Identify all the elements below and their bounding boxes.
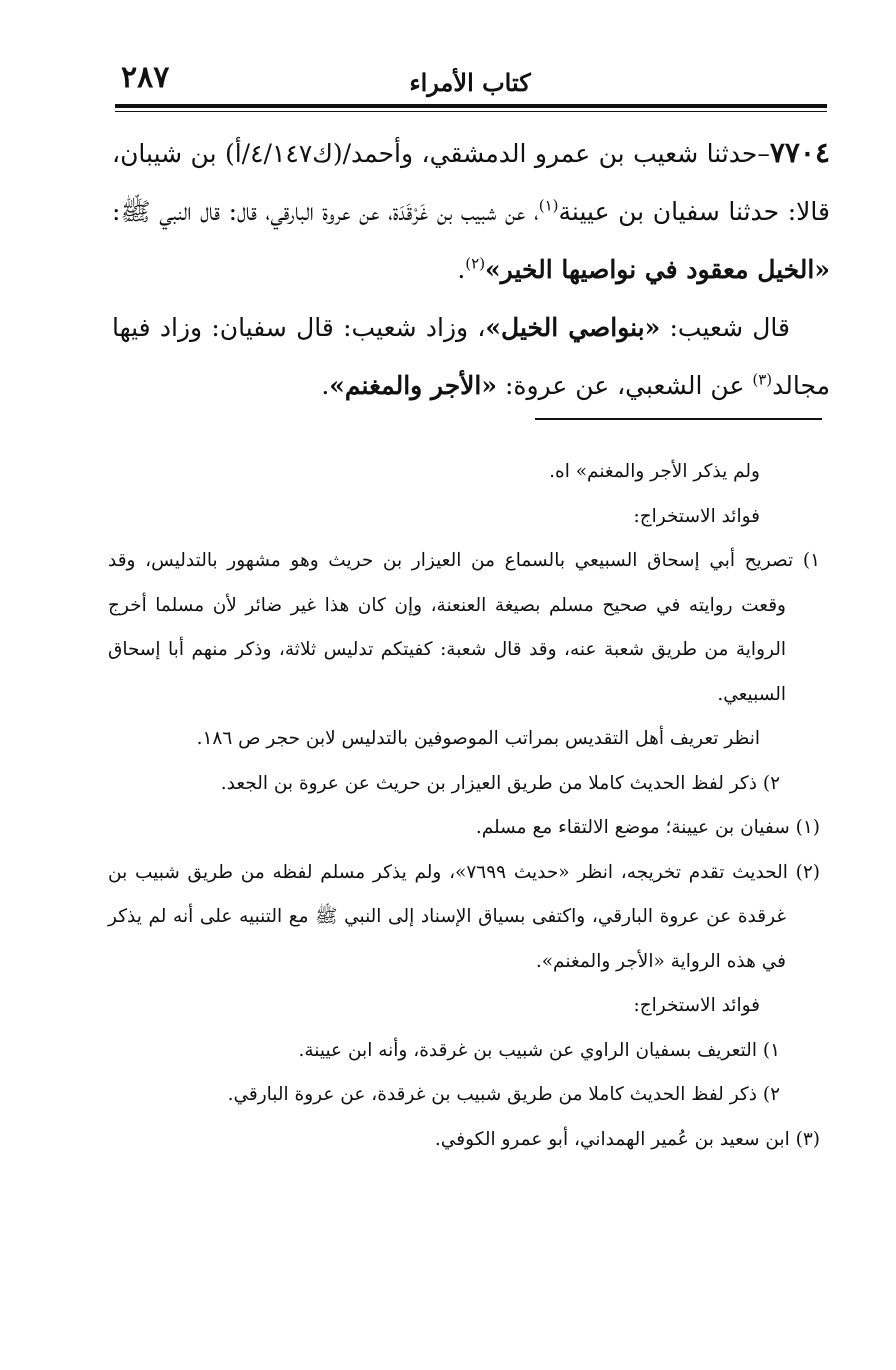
benefit-reference: انظر تعريف أهل التقديس بمراتب الموصوفين بالتدليس لابن حجر ص ١٨٦.	[196, 728, 760, 749]
page-header	[115, 60, 825, 106]
footnotes	[108, 450, 820, 1162]
benefit-item-1: ١) تصريح أبي إسحاق السبيعي بالسماع من العيزار بن حريث وهو مشهور بالتدليس، وقد وقعت روايته في صحيح مسلم بصيغة العنعنة، وإن كان هذا غير ضائر لأن مسلما أخرج الرواية من طريق شعبة عنه، وقد قال شعبة: كفيتكم تدليس ثلاثة، وذكر منهم أبا إسحاق السبيعي.	[108, 550, 820, 705]
hadith-quote: «الخيل معقود في نواصيها الخير»	[485, 255, 830, 284]
addition-quote-1: «بنواصي الخيل»	[485, 313, 661, 342]
header-rule-thin	[115, 111, 827, 112]
footnote-1: (١) سفيان بن عيينة؛ موضع الالتقاء مع مسلم.	[475, 817, 820, 838]
hadith-number: ٧٧٠٤	[769, 136, 830, 169]
addition-start: قال شعيب:	[660, 313, 791, 342]
benefit-item-c2: ٢) ذكر لفظ الحديث كاملا من طريق شبيب بن غرقدة، عن عروة البارقي.	[227, 1084, 780, 1105]
benefits-heading: فوائد الاستخراج:	[633, 505, 760, 527]
addition-quote-2: «الأجر والمغنم»	[329, 371, 498, 400]
benefit-item-2: ٢) ذكر لفظ الحديث كاملا من طريق العيزار بن حريث عن عروة بن الجعد.	[220, 772, 780, 794]
hadith-paragraph	[112, 124, 830, 299]
benefits-heading-2: فوائد الاستخراج:	[633, 995, 760, 1016]
header-rule	[115, 104, 827, 108]
footnote-ref-1: (١)	[538, 196, 559, 215]
main-text	[112, 124, 830, 415]
hadith-isnad: –حدثنا شعيب بن عمرو الدمشقي، وأحمد/(ك٤/١٤٧/أ) بن شيبان، قالا: حدثنا سفيان بن عيينة	[112, 139, 830, 226]
hadith-end: .	[457, 255, 466, 284]
book-title: كتاب الأمراء	[409, 68, 531, 97]
hadith-isnad-cont: ، عن شبيب بن غَرْقَدَة، عن عروة البارقي، قال: قال النبي ﷺ:	[112, 197, 539, 226]
footnote-ref-2: (٢)	[465, 254, 486, 273]
addition-mid: ، وزاد شعيب: قال سفيان: وزاد فيها مجالد	[112, 313, 830, 400]
footnote-ref-3: (٣)	[752, 370, 773, 389]
footnote-continuation: ولم يذكر الأجر والمغنم» اه.	[549, 461, 760, 482]
footnote-3: (٣) ابن سعيد بن عُمير الهمداني، أبو عمرو الكوفي.	[434, 1128, 820, 1150]
addition-end: .	[321, 371, 330, 400]
page-number: ٢٨٧	[121, 60, 170, 95]
footnote-separator	[535, 418, 822, 420]
benefit-item-c1: ١) التعريف بسفيان الراوي عن شبيب بن غرقدة، وأنه ابن عيينة.	[298, 1039, 780, 1061]
addition-mid2: عن الشعبي، عن عروة:	[497, 371, 753, 400]
addition-paragraph	[112, 299, 830, 415]
footnote-2: (٢) الحديث تقدم تخريجه، انظر «حديث ٧٦٩٩»، ولم يذكر مسلم لفظه من طريق شبيب بن غرقدة عن عروة البارقي، واكتفى بسياق الإسناد إلى النبي ﷺ مع التنبيه على أنه لم يذكر في هذه الرواية «الأجر والمغنم».	[108, 861, 820, 972]
